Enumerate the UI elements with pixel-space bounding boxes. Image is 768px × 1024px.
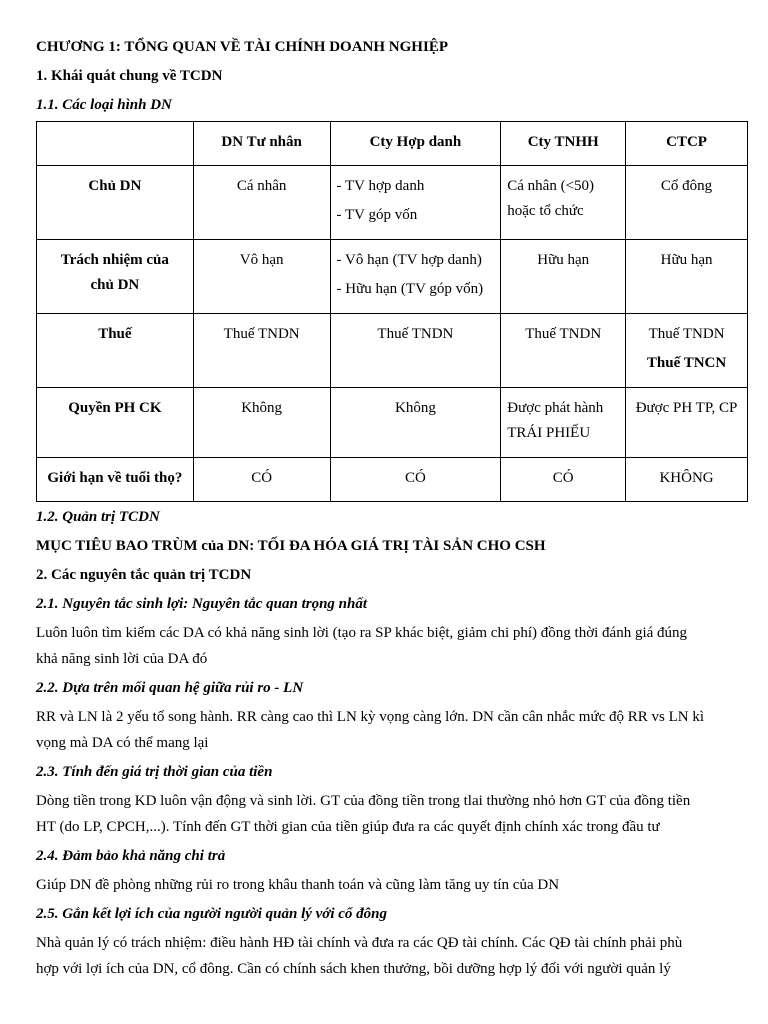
cell-line: hoặc tổ chức: [507, 203, 584, 219]
subsection-heading-1-2: 1.2. Quản trị TCDN: [36, 509, 160, 525]
body-line: Luôn luôn tìm kiếm các DA có khả năng sinh lời (tạo ra SP khác biệt, giảm chi phí) đồng thời đánh giá đúng: [36, 625, 688, 641]
body-line: Nhà quản lý có trách nhiệm: điều hành HĐ tài chính và đưa ra các QĐ tài chính. Các QĐ tài chính phải phù: [36, 935, 683, 951]
table-row-tax: [37, 314, 748, 388]
cell-line: TRÁI PHIẾU: [507, 425, 591, 441]
section-heading-1: 1. Khái quát chung về TCDN: [36, 68, 223, 84]
body-line: HT (do LP, CPCH,...). Tính đến GT thời gian của tiền giúp đưa ra các quyết định chính xác trong đầu tư: [36, 819, 660, 835]
principle-body-2-3: [36, 788, 740, 840]
cell-securities-dn-tu-nhan: Không: [193, 388, 330, 458]
row-label-lifespan: Giới hạn về tuổi thọ?: [37, 458, 194, 502]
cell-line: - TV góp vốn: [336, 207, 418, 223]
principle-body-2-1: [36, 620, 740, 672]
cell-owner-dn-tu-nhan: Cá nhân: [193, 166, 330, 240]
subsection-heading-1-1: 1.1. Các loại hình DN: [36, 97, 172, 113]
cell-line: - Hữu hạn (TV góp vốn): [336, 281, 484, 297]
cell-line: chủ DN: [90, 277, 140, 293]
principle-body-2-4: [36, 872, 740, 898]
body-line: hợp với lợi ích của DN, cổ đông. Cần có chính sách khen thưởng, bồi dưỡng hợp lý đối với người quản lý: [36, 961, 671, 977]
cell-tax-dn-tu-nhan: Thuế TNDN: [193, 314, 330, 388]
cell-securities-cty-tnhh: [501, 388, 626, 458]
row-label-tax: Thuế: [37, 314, 194, 388]
cell-tax-cty-hop-danh: Thuế TNDN: [330, 314, 501, 388]
business-types-table: [36, 121, 748, 502]
body-line: RR và LN là 2 yếu tố song hành. RR càng cao thì LN kỳ vọng càng lớn. DN cần cân nhắc mức độ RR vs LN kì: [36, 709, 705, 725]
table-header-ctcp: CTCP: [626, 122, 748, 166]
cell-lifespan-cty-hop-danh: CÓ: [330, 458, 501, 502]
cell-owner-cty-tnhh: [501, 166, 626, 240]
cell-tax-cty-tnhh: Thuế TNDN: [501, 314, 626, 388]
section-heading-2: 2. Các nguyên tắc quản trị TCDN: [36, 567, 252, 583]
cell-liability-cty-hop-danh: [330, 240, 501, 314]
cell-lifespan-cty-tnhh: CÓ: [501, 458, 626, 502]
principle-heading-2-5: 2.5. Gắn kết lợi ích của người người quản lý với cổ đông: [36, 906, 388, 922]
cell-lifespan-dn-tu-nhan: CÓ: [193, 458, 330, 502]
table-row-securities: [37, 388, 748, 458]
body-line: Dòng tiền trong KD luôn vận động và sinh lời. GT của đồng tiền trong tlai thường nhỏ hơn GT của đồng tiền: [36, 793, 691, 809]
cell-securities-cty-hop-danh: Không: [330, 388, 501, 458]
principle-heading-2-1: 2.1. Nguyên tắc sinh lợi: Nguyên tắc quan trọng nhất: [36, 596, 368, 612]
table-header-dn-tu-nhan: DN Tư nhân: [193, 122, 330, 166]
cell-owner-cty-hop-danh: [330, 166, 501, 240]
row-label-securities: Quyền PH CK: [37, 388, 194, 458]
cell-line: Được phát hành: [507, 400, 604, 416]
goal-statement: MỤC TIÊU BAO TRÙM của DN: TỐI ĐA HÓA GIÁ TRỊ TÀI SẢN CHO CSH: [36, 538, 546, 554]
body-line: Giúp DN đề phòng những rủi ro trong khâu thanh toán và cũng làm tăng uy tín của DN: [36, 877, 560, 893]
principle-body-2-5: [36, 930, 740, 982]
table-header-cty-tnhh: Cty TNHH: [501, 122, 626, 166]
table-row-liability: [37, 240, 748, 314]
principle-heading-2-2: 2.2. Dựa trên mối quan hệ giữa rủi ro - LN: [36, 680, 304, 696]
table-row-owner: [37, 166, 748, 240]
cell-line: - TV hợp danh: [336, 178, 425, 194]
cell-tax-ctcp: [626, 314, 748, 388]
cell-owner-ctcp: Cổ đông: [626, 166, 748, 240]
principle-body-2-2: [36, 704, 740, 756]
principle-heading-2-3: 2.3. Tính đến giá trị thời gian của tiền: [36, 764, 273, 780]
body-line: vọng mà DA có thể mang lại: [36, 735, 209, 751]
cell-line: Thuế TNDN: [648, 326, 725, 342]
cell-line: Trách nhiệm của: [60, 252, 169, 268]
cell-line: Thuế TNCN: [646, 355, 727, 371]
row-label-liability: [37, 240, 194, 314]
cell-line: - Vô hạn (TV hợp danh): [336, 252, 482, 268]
chapter-heading: CHƯƠNG 1: TỔNG QUAN VỀ TÀI CHÍNH DOANH NGHIỆP: [36, 39, 448, 55]
principle-heading-2-4: 2.4. Đảm bảo khả năng chi trả: [36, 848, 226, 864]
cell-securities-ctcp: Được PH TP, CP: [626, 388, 748, 458]
table-header-cty-hop-danh: Cty Hợp danh: [330, 122, 501, 166]
cell-line: Cá nhân (<50): [507, 178, 595, 194]
row-label-owner: Chủ DN: [37, 166, 194, 240]
cell-liability-ctcp: Hữu hạn: [626, 240, 748, 314]
cell-liability-cty-tnhh: Hữu hạn: [501, 240, 626, 314]
body-line: khả năng sinh lời của DA đó: [36, 651, 208, 667]
cell-lifespan-ctcp: KHÔNG: [626, 458, 748, 502]
table-row-lifespan: [37, 458, 748, 502]
table-header-row: [37, 122, 748, 166]
table-header-empty: [37, 122, 194, 166]
cell-liability-dn-tu-nhan: Vô hạn: [193, 240, 330, 314]
